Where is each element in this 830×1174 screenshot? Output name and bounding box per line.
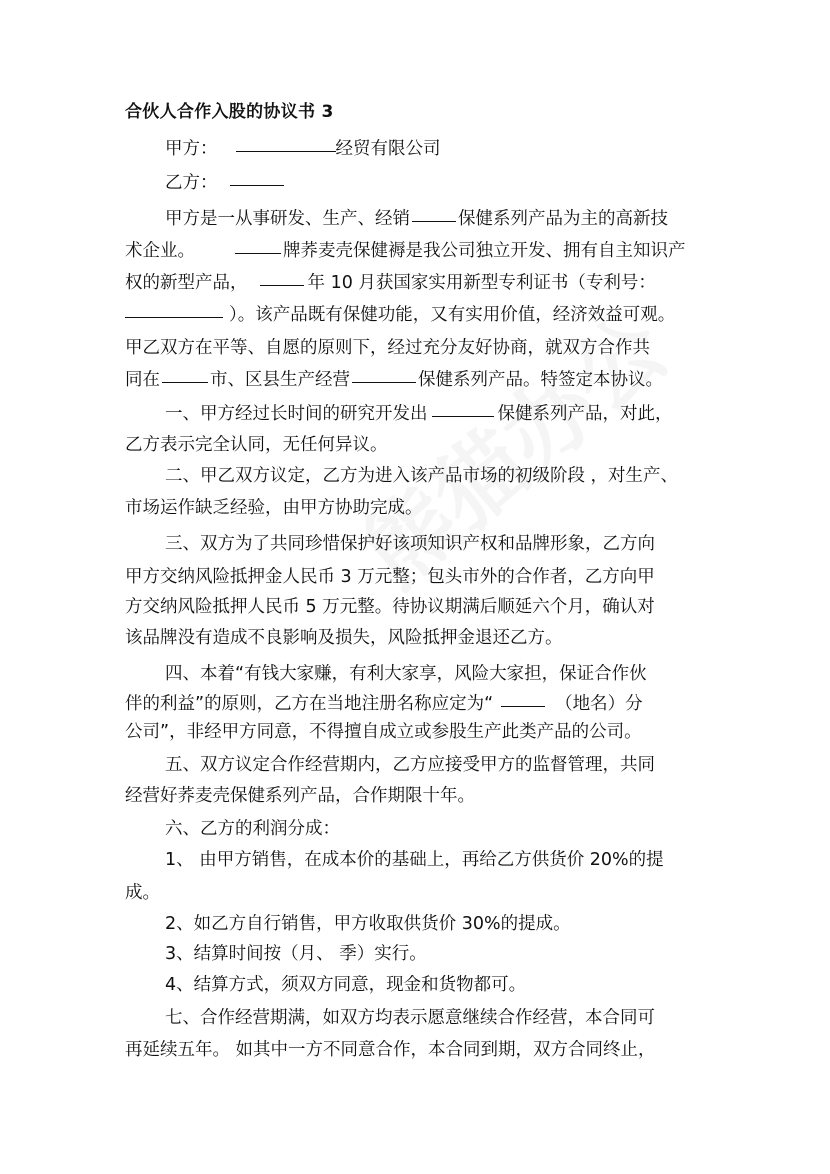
blank-field [352, 381, 416, 383]
clause-1-line-1 [165, 400, 673, 425]
clause-1-line-2: 乙方表示完全认同，无任何异议。 [125, 435, 388, 455]
blank-field [230, 184, 284, 186]
clause-6-item-3: 3、结算时间按（月、 季）实行。 [165, 944, 427, 964]
clause-6-item-2: 2、如乙方自行销售，甲方收取供货价 30%的提成。 [165, 914, 571, 934]
blank-field [501, 705, 545, 707]
document-title: 合伙人合作入股的协议书 3 [125, 102, 334, 122]
clause-6-heading: 六、乙方的利润分成： [165, 819, 340, 839]
blank-field [125, 316, 223, 318]
clause-5-line-1: 五、双方议定合作经营期内，乙方应接受甲方的监督管理，共同 [165, 755, 655, 775]
text: 市、区县生产经营 [210, 370, 350, 390]
blank-field [432, 415, 494, 417]
text: 同在 [125, 370, 160, 390]
text: 术企业。 [125, 241, 195, 261]
intro-line-1 [165, 205, 668, 230]
clause-4-line-2 [125, 690, 643, 715]
text: 甲方是一从事研发、生产、经销 [165, 209, 410, 229]
clause-3-line-2: 甲方交纳风险抵押金人民币 3 万元整；包头市外的合作者，乙方向甲 [125, 567, 655, 587]
clause-6-item-4: 4、结算方式，须双方同意，现金和货物都可。 [165, 975, 527, 995]
clause-4-line-3: 公司”，非经甲方同意，不得擅自成立或参股生产此类产品的公司。 [125, 722, 642, 742]
intro-line-2 [125, 237, 686, 262]
text: 保健系列产品。特签定本协议。 [418, 370, 663, 390]
text: （地名）分 [555, 694, 643, 714]
clause-2-line-1: 二、甲乙双方议定，乙方为进入该产品市场的初级阶段 ，对生产、 [165, 466, 679, 486]
intro-line-5: 甲乙双方在平等、自愿的原则下，经过充分友好协商，就双方合作共 [125, 338, 650, 358]
text: 伴的利益”的原则，乙方在当地注册名称应定为“ [125, 694, 494, 714]
text: 年 10 月获国家实用新型专利证书（专利号： [307, 273, 656, 293]
clause-7-line-2: 再延续五年。 如其中一方不同意合作，本合同到期，双方合同终止， [125, 1040, 656, 1060]
blank-field [260, 284, 304, 286]
clause-2-line-2: 市场运作缺乏经验，由甲方协助完成。 [125, 498, 423, 518]
intro-line-3 [125, 269, 656, 294]
blank-field [235, 252, 281, 254]
text: 一、甲方经过长时间的研究开发出 [165, 404, 428, 424]
text: 保健系列产品为主的高新技 [458, 209, 668, 229]
text: ）。该产品既有保健功能，又有实用价值，经济效益可观。 [229, 305, 676, 325]
party-b-label: 乙方： [165, 173, 218, 193]
text: 保健系列产品，对此， [497, 404, 673, 424]
blank-field [162, 381, 208, 383]
text: 牌荞麦壳保健褥是我公司独立开发、拥有自主知识产 [283, 241, 686, 261]
clause-5-line-2: 经营好荞麦壳保健系列产品，合作期限十年。 [125, 786, 475, 806]
intro-line-6 [125, 366, 663, 391]
clause-7-line-1: 七、合作经营期满，如双方均表示愿意继续合作经营，本合同可 [165, 1008, 655, 1028]
party-a-line [165, 135, 441, 160]
clause-6-item-1-cont: 成。 [125, 883, 160, 903]
text: 权的新型产品， [125, 273, 248, 293]
party-b-line [165, 169, 284, 194]
clause-6-item-1: 1、 由甲方销售，在成本价的基础上，再给乙方供货价 20%的提 [165, 850, 664, 870]
party-a-label: 甲方： [165, 139, 218, 159]
clause-3-line-1: 三、双方为了共同珍惜保护好该项知识产权和品牌形象，乙方向 [165, 534, 655, 554]
blank-field [412, 220, 456, 222]
clause-3-line-3: 方交纳风险抵押人民币 5 万元整。待协议期满后顺延六个月，确认对 [125, 597, 655, 617]
blank-field [236, 150, 336, 152]
party-a-company: 经贸有限公司 [335, 139, 441, 159]
clause-4-line-1: 四、本着“有钱大家赚，有利大家享，风险大家担，保证合作伙 [165, 664, 647, 684]
clause-3-line-4: 该品牌没有造成不良影响及损失，风险抵押金退还乙方。 [125, 628, 563, 648]
intro-line-4 [125, 301, 675, 326]
